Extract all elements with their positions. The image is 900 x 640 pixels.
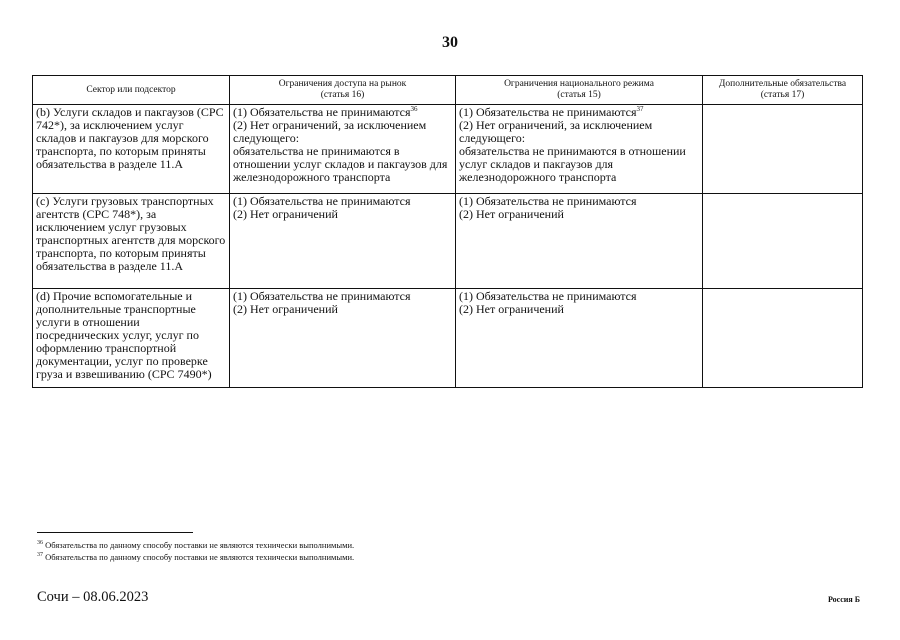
footer-location-date: Сочи – 08.06.2023 xyxy=(37,589,149,605)
footnote-ref: 36 xyxy=(410,105,418,113)
footnote-text: Обязательства по данному способу поставки не являются технически выполнимыми. xyxy=(45,552,355,562)
market-access-cell: (1) Обязательства не принимаются (2) Нет ограничений xyxy=(230,289,456,388)
footnote-separator xyxy=(37,532,193,533)
national-treatment-cell xyxy=(456,105,703,194)
footnote-text: Обязательства по данному способу поставки не являются технически выполнимыми. xyxy=(45,540,355,550)
table-row xyxy=(33,194,863,289)
additional-commitments-cell xyxy=(703,289,863,388)
footnote-37 xyxy=(37,552,354,562)
footnote-mark: 36 xyxy=(37,540,43,547)
header-national-treatment: Ограничения национального режима (статья 15) xyxy=(456,76,703,105)
footer-document-label: Россия Б xyxy=(827,595,860,604)
national-treatment-cell: (1) Обязательства не принимаются (2) Нет ограничений xyxy=(456,194,703,289)
page-number: 30 xyxy=(442,34,458,51)
additional-commitments-cell xyxy=(703,194,863,289)
table-header-row xyxy=(33,76,863,105)
commitments-table xyxy=(32,75,863,388)
national-treatment-line: (1) Обязательства не принимаются xyxy=(459,105,637,119)
national-treatment-cell: (1) Обязательства не принимаются (2) Нет ограничений xyxy=(456,289,703,388)
table-row xyxy=(33,289,863,388)
national-treatment-text: (2) Нет ограничений, за исключением следующего: обязательства не принимаются в отношении услуг складов и пакгаузов для железнодорожного транспорта xyxy=(459,118,686,184)
footnote-ref: 37 xyxy=(636,105,644,113)
header-sector: Сектор или подсектор xyxy=(33,76,230,105)
sector-cell: (c) Услуги грузовых транспортных агентств (CPC 748*), за исключением услуг грузовых транспортных агентств для морского транспорта, по которым приняты обязательства в разделе 11.A xyxy=(33,194,230,289)
header-market-access: Ограничения доступа на рынок (статья 16) xyxy=(230,76,456,105)
market-access-cell: (1) Обязательства не принимаются (2) Нет ограничений xyxy=(230,194,456,289)
additional-commitments-cell xyxy=(703,105,863,194)
header-additional-commitments: Дополнительные обязательства (статья 17) xyxy=(703,76,863,105)
table-row xyxy=(33,105,863,194)
sector-cell: (b) Услуги складов и пакгаузов (CPC 742*), за исключением услуг складов и пакгаузов для морского транспорта, по которым приняты обязательства в разделе 11.A xyxy=(33,105,230,194)
market-access-text: (2) Нет ограничений, за исключением следующего: обязательства не принимаются в отношении услуг складов и пакгаузов для железнодорожного транспорта xyxy=(233,118,448,184)
sector-cell: (d) Прочие вспомогательные и дополнительные транспортные услуги в отношении посреднических услуг, услуг по оформлению транспортной документации, услуг по проверке груза и взвешиванию (CPC 7490*) xyxy=(33,289,230,388)
footnote-36 xyxy=(37,540,354,550)
market-access-cell xyxy=(230,105,456,194)
market-access-line: (1) Обязательства не принимаются xyxy=(233,105,411,119)
footnote-mark: 37 xyxy=(37,552,43,559)
